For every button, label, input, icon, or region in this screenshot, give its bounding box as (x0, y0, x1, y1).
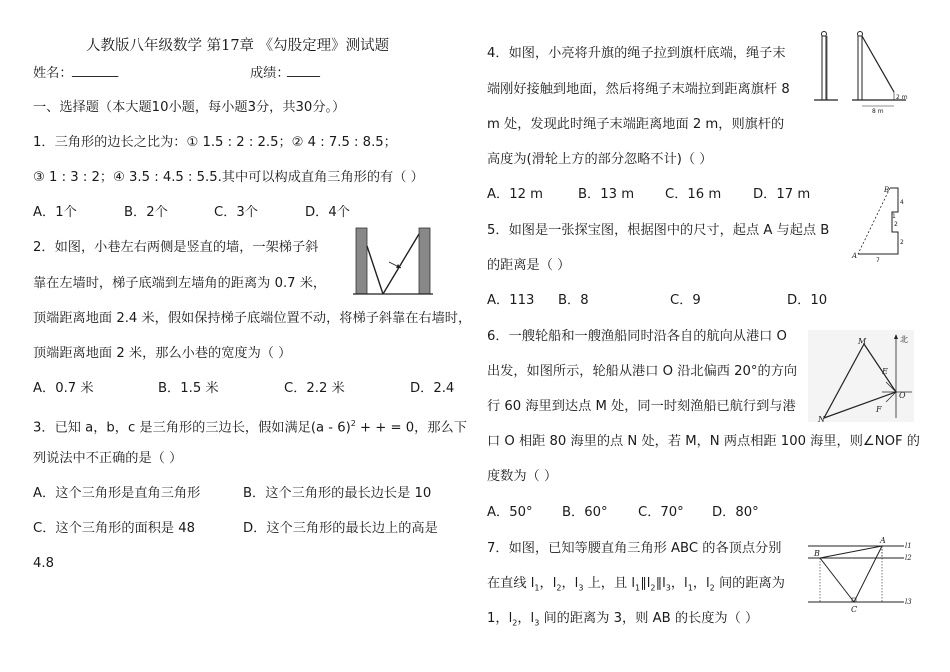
q7-text: ，l (670, 576, 688, 591)
treasure-map-figure (848, 182, 910, 262)
parallel-lines-figure (804, 532, 916, 614)
q7-sub: 3 (578, 583, 584, 593)
q3-option-a: A．这个三角形是直角三角形 (33, 486, 201, 501)
q6-option-c: C．70° (638, 505, 684, 520)
q7-line2 (487, 575, 785, 598)
q5-line2: 的距离是（ ） (487, 258, 571, 273)
q2-option-c: C．2.2 米 (284, 381, 345, 396)
q6-option-d: D．80° (712, 505, 759, 520)
q7-text: ，l (517, 611, 535, 626)
q5-option-c: C．9 (670, 293, 701, 308)
q7-sub: 1 (687, 583, 693, 593)
q2-line1: 2．如图，小巷左右两侧是竖直的墙，一架梯子斜 (33, 240, 319, 255)
q7-text: 间的距离为 3，则 AB 的长度为（ ） (539, 611, 759, 626)
label-b: B (884, 186, 890, 194)
label-m: M (858, 337, 867, 346)
q6-line5: 度数为（ ） (487, 469, 558, 484)
q1-option-b: B．2个 (124, 205, 168, 220)
q2-option-b: B．1.5 米 (158, 381, 219, 396)
pole-right (858, 36, 862, 100)
triangle-abc (820, 546, 882, 602)
q3-option-d: D．这个三角形的最长边上的高是 (243, 521, 438, 536)
q6-option-a: A．50° (487, 505, 533, 520)
q1-option-d: D．4个 (305, 205, 350, 220)
q7-text: ∥l (640, 576, 651, 591)
q5-line1: 5．如图是一张探宝图，根据图中的尺寸，起点 A 与起点 B (487, 223, 830, 238)
label-b: B (814, 549, 820, 558)
score-blank: _____ (287, 63, 320, 78)
q4-option-c: C．16 m (665, 187, 722, 202)
section-heading: 一、选择题（本大题10小题，每小题3分，共30分。） (33, 100, 346, 115)
label-c: C (851, 605, 858, 614)
q4-line1: 4．如图，小亮将升旗的绳子拉到旗杆底端，绳子末 (487, 46, 786, 61)
q7-line1: 7．如图，已知等腰直角三角形 ABC 的各顶点分别 (487, 541, 782, 556)
q7-text: 在直线 l (487, 576, 535, 591)
q3-superscript: 2 (350, 419, 356, 428)
label-f: F (876, 405, 882, 414)
label-o: O (899, 391, 906, 400)
ladder-right (383, 234, 419, 294)
q1-option-a: A．1个 (33, 205, 77, 220)
ab-dashed (858, 188, 890, 254)
q2-line4: 顶端距离地面 2 米，那么小巷的宽度为（ ） (33, 346, 292, 361)
q7-text: ，l (561, 576, 579, 591)
q2-line3: 顶端距离地面 2.4 米，假如保持梯子底端位置不动，将梯子斜靠在右墙时， (33, 311, 472, 326)
map-path (858, 188, 898, 254)
q3-line1-part1: 3．已知 a，b，c 是三角形的三边长，假如满足(a - 6) (33, 420, 351, 436)
q4-line3: m 处，发现此时绳子末端距离地面 2 m，则旗杆的 (487, 117, 785, 132)
alley-ladder-figure (353, 226, 435, 298)
right-wall (419, 228, 430, 294)
q6-option-b: B．60° (562, 505, 608, 520)
q3-line1 (33, 415, 467, 437)
q7-line3 (487, 610, 758, 633)
q3-option-c: C．这个三角形的面积是 48 (33, 521, 196, 536)
q5-option-b: B．8 (558, 293, 589, 308)
label-1: 1 (892, 213, 896, 220)
q2-line2: 靠在左墙时，梯子底端到左墙角的距离为 0.7 米， (33, 276, 327, 291)
q1-line1: 1．三角形的边长之比为：① 1.5 : 2 : 2.5；② 4 : 7.5 : 8.5； (33, 135, 397, 150)
label-2b: 2 (900, 239, 904, 246)
q7-sub: 2 (512, 618, 518, 628)
label-e: E (882, 367, 888, 376)
q3-option-b: B．这个三角形的最长边长是 10 (243, 486, 432, 501)
q6-line2: 出发，如图所示，轮船从港口 O 沿北偏西 20°的方向 (487, 364, 798, 379)
label-n: N (818, 415, 825, 422)
q7-text: 1，l (487, 611, 513, 626)
label-l2: l2 (905, 554, 912, 562)
q1-option-c: C．3个 (214, 205, 258, 220)
flagpole-figure (810, 28, 910, 118)
label-north: 北 (900, 335, 908, 344)
q7-sub: 1 (635, 583, 641, 593)
label-4: 4 (900, 199, 904, 206)
q7-text: 间的距离为 (714, 576, 785, 591)
label-8m: 8 m (872, 108, 884, 115)
q7-text: ，l (539, 576, 557, 591)
q7-sub: 2 (709, 583, 715, 593)
name-blank: _______ (72, 63, 119, 78)
label-a: A (852, 252, 858, 260)
q7-text: 上，且 l (583, 576, 636, 591)
ladder-left (367, 246, 383, 294)
q7-sub: 3 (534, 618, 540, 628)
label-2m: 2 m (896, 94, 908, 101)
label-l3: l3 (905, 598, 912, 606)
q2-option-d: D．2.4 (410, 381, 455, 396)
rope-pulled (862, 36, 894, 92)
q6-line4: 口 O 相距 80 海里的点 N 处，若 M，N 两点相距 100 海里，则∠NOF 的 (487, 434, 920, 449)
label-2a: 2 (894, 221, 898, 228)
q7-text: ∥l (655, 576, 666, 591)
left-wall (356, 228, 367, 294)
q7-sub: 2 (650, 583, 656, 593)
q7-sub: 3 (665, 583, 671, 593)
q7-sub: 1 (534, 583, 540, 593)
q4-line4: 高度为(滑轮上方的部分忽略不计)（ ） (487, 152, 713, 167)
q4-option-d: D．17 m (753, 187, 811, 202)
q7-text: ，l (692, 576, 710, 591)
name-label: 姓名： (33, 66, 73, 81)
q1-line2: ③ 1 : 3 : 2；④ 3.5 : 4.5 : 5.5.其中可以构成直角三角形的有（ ） (33, 170, 424, 185)
q3-line2: 列说法中不正确的是（ ） (33, 451, 183, 466)
q5-option-a: A．113 (487, 293, 535, 308)
page-title: 人教版八年级数学 第17章 《勾股定理》测试题 (86, 38, 390, 54)
q4-line2: 端刚好接触到地面，然后将绳子末端拉到距离旗杆 8 (487, 82, 790, 97)
q5-option-d: D．10 (787, 293, 828, 308)
ships-figure (808, 330, 914, 422)
label-a: A (880, 536, 886, 545)
q7-sub: 2 (556, 583, 562, 593)
q4-option-a: A．12 m (487, 187, 544, 202)
q4-option-b: B．13 m (578, 187, 635, 202)
pole-left (822, 36, 826, 100)
label-7: 7 (876, 257, 880, 262)
label-l1: l1 (905, 542, 912, 550)
q6-line3: 行 60 海里到达点 M 处，同一时刻渔船已航行到与港 (487, 399, 796, 414)
q2-option-a: A．0.7 米 (33, 381, 94, 396)
score-label: 成绩： (250, 66, 290, 81)
q3-line1-part2: + + = 0，那么下 (355, 420, 467, 436)
q3-option-d-cont: 4.8 (33, 556, 54, 571)
q6-line1: 6．一艘轮船和一艘渔船同时沿各自的航向从港口 O (487, 329, 787, 344)
